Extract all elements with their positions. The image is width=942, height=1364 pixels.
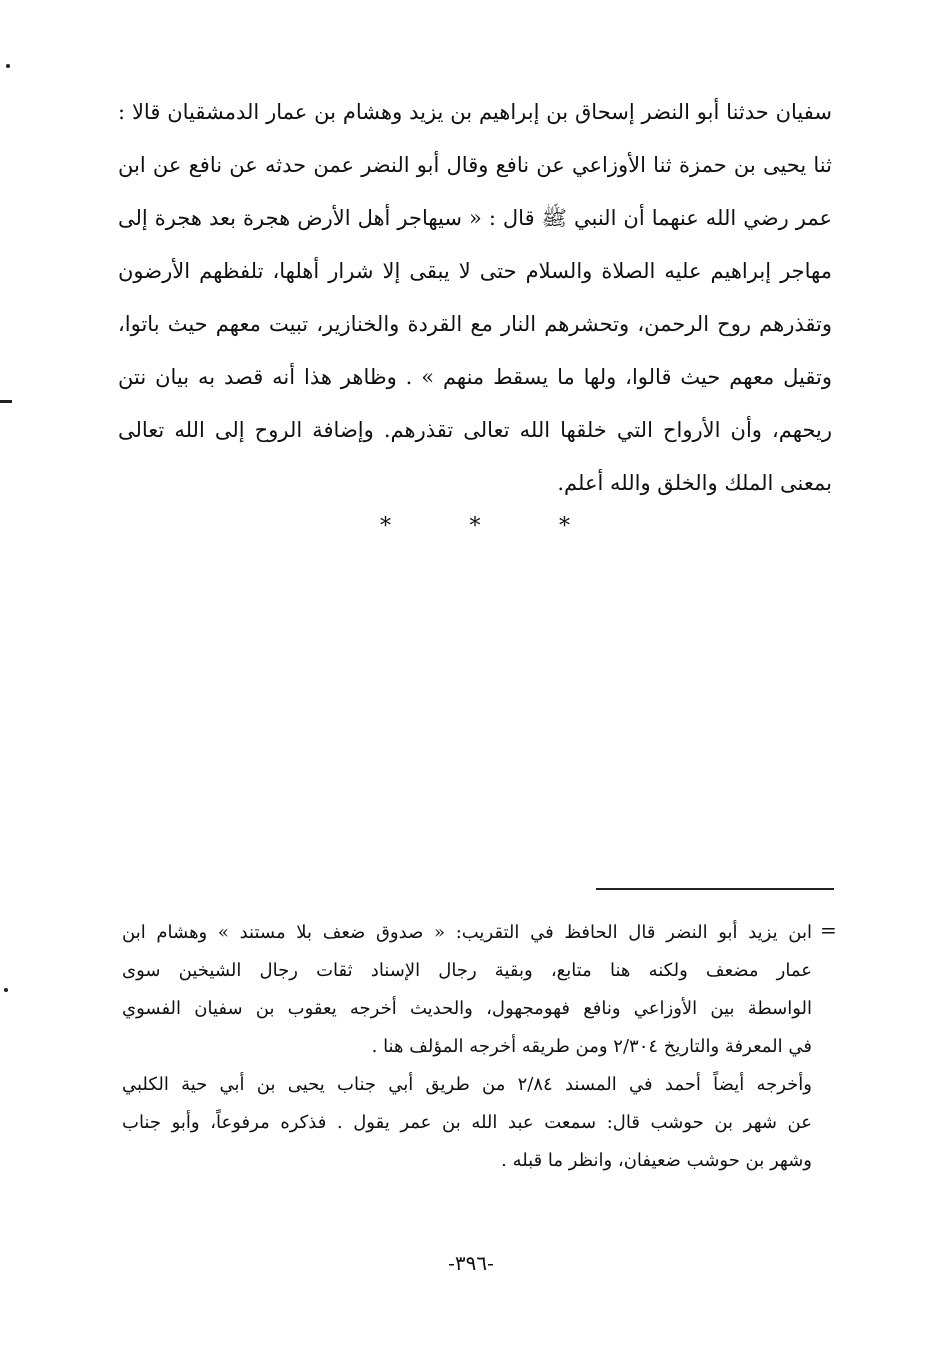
separator-star: * [469,514,481,539]
section-separator [380,512,570,542]
footnote-line: عمار مضعف ولكنه هنا متابع، وبقية رجال الإسناد ثقات رجال الشيخين سوى [122,960,812,981]
margin-speck [6,64,10,68]
footnote-line: عن شهر بن حوشب قال: سمعت عبد الله بن عمر يقول . فذكره مرفوعاً، وأبو جناب [122,1112,812,1133]
separator-star: * [380,514,391,539]
main-text-line: بمعنى الملك والخلق والله أعلم. [557,471,832,495]
separator-star: * [559,514,570,539]
footnote-line: وشهر بن حوشب ضعيفان، وانظر ما قبله . [501,1150,812,1171]
margin-speck [4,988,8,992]
page-number: -٣٩٦- [448,1251,494,1275]
footnote-line: ابن يزيد أبو النضر قال الحافظ في التقريب: « صدوق ضعف بلا مستند » وهشام ابن [122,922,812,943]
main-text-line: ثنا يحيى بن حمزة ثنا الأوزاعي عن نافع وقال أبو النضر عمن حدثه عن نافع عن ابن [118,153,832,177]
main-text-line: مهاجر إبراهيم عليه الصلاة والسلام حتى لا يبقى إلا شرار أهلها، تلفظهم الأرضون [118,259,832,283]
footnote-line: في المعرفة والتاريخ ٢/٣٠٤ ومن طريقه أخرجه المؤلف هنا . [371,1036,812,1057]
main-text-line: وتقيل معهم حيث قالوا، ولها ما يسقط منهم » . وظاهر هذا أنه قصد به بيان نتن [118,365,832,389]
footnote-continuation-mark: = [820,918,837,942]
footnote-block [122,914,812,1180]
main-text-line: ريحهم، وأن الأرواح التي خلقها الله تعالى تقذرهم. وإضافة الروح إلى الله تعالى [118,418,832,442]
main-text-line: وتقذرهم روح الرحمن، وتحشرهم النار مع القردة والخنازير، تبيت معهم حيث باتوا، [118,312,832,336]
footnote-divider [596,888,834,890]
footnote-line: وأخرجه أيضاً أحمد في المسند ٢/٨٤ من طريق أبي جناب يحيى بن أبي حية الكلبي [122,1074,812,1095]
main-text-line: سفيان حدثنا أبو النضر إسحاق بن إبراهيم بن يزيد وهشام بن عمار الدمشقيان قالا : [118,100,832,124]
footnote-line: الواسطة بين الأوزاعي ونافع فهومجهول، والحديث أخرجه يعقوب بن سفيان الفسوي [122,998,812,1019]
margin-speck [0,400,12,403]
main-text-block [118,86,832,510]
main-text-line: عمر رضي الله عنهما أن النبي ﷺ قال : « سيهاجر أهل الأرض هجرة بعد هجرة إلى [118,206,832,230]
